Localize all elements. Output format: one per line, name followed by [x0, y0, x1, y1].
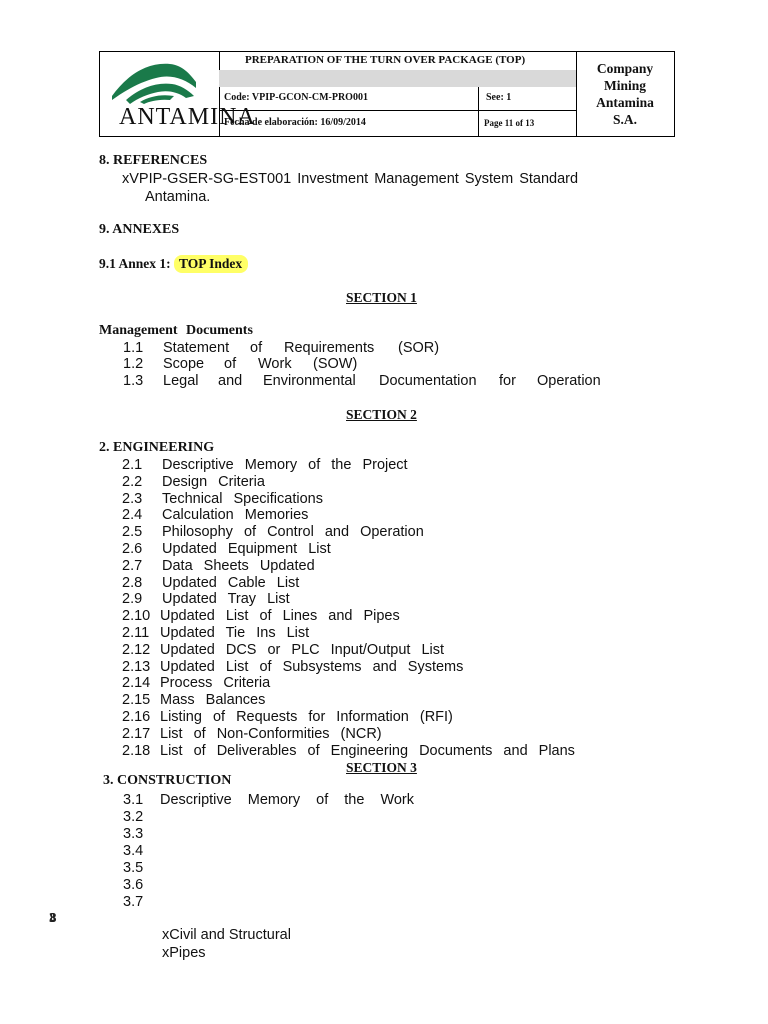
item-word: Documentation — [379, 373, 477, 389]
header-title-band — [219, 70, 576, 87]
item-word: Environmental — [263, 373, 356, 389]
item-text: Calculation Memories — [162, 507, 309, 524]
item-word: of — [250, 340, 263, 356]
item-text: Process Criteria — [160, 675, 271, 692]
item-word: Work — [258, 356, 292, 372]
item-text: Updated DCS or PLC Input/Output List — [160, 641, 445, 658]
annex-highlight: TOP Index — [174, 255, 248, 273]
item-number: 2.6 — [122, 541, 143, 557]
item-number: 1.3 — [123, 373, 144, 389]
item-word: Operation — [537, 373, 601, 389]
item-word: (SOW) — [313, 356, 358, 372]
item-text: Updated Cable List — [162, 574, 300, 591]
item-text: List of Non-Conformities (NCR) — [160, 725, 382, 742]
item-number: 2.17 — [122, 725, 151, 742]
reference-item-continuation: Antamina. — [145, 189, 211, 205]
document-title: PREPARATION OF THE TURN OVER PACKAGE (TOP) — [245, 54, 526, 66]
item-word: Legal — [163, 373, 199, 389]
item-text: List of Deliverables of Engineering Documents and Plans — [160, 742, 575, 759]
document-code: Code: VPIP-GCON-CM-PRO001 — [224, 92, 368, 103]
item-text: Descriptive Memory of the Work — [160, 792, 415, 808]
item-text: Data Sheets Updated — [162, 557, 315, 574]
item-number: 1.2 — [123, 356, 144, 372]
item-text: Mass Balances — [160, 692, 266, 709]
item-number: 3.6 — [123, 877, 144, 893]
item-word: and — [218, 373, 243, 389]
list-item — [0, 373, 768, 391]
annex-label: 9.1 Annex 1: — [99, 256, 171, 271]
item-number: 2.8 — [122, 574, 143, 591]
item-number: 2.2 — [122, 473, 143, 490]
header-divider — [219, 110, 576, 111]
item-word: Statement — [163, 340, 230, 356]
item-number: 3.5 — [123, 860, 144, 876]
item-text: Updated Equipment List — [162, 541, 331, 557]
item-number: 3.7 — [123, 894, 144, 910]
company-line: Company — [596, 61, 654, 76]
item-text: Updated List of Subsystems and Systems — [160, 658, 464, 675]
item-number: 2.7 — [122, 557, 143, 574]
company-name — [576, 60, 674, 128]
annex-line — [99, 256, 248, 272]
item-text: Listing of Requests for Information (RFI) — [160, 709, 453, 725]
logo-text: ANTAMINA — [119, 104, 256, 130]
references-heading: 8. REFERENCES — [99, 153, 208, 168]
item-number: 3.4 — [123, 843, 144, 859]
company-line: S.A. — [612, 112, 637, 127]
management-documents-heading: Management Documents — [99, 323, 253, 338]
overlapping-glyphs: 3.8 — [49, 911, 52, 926]
item-number: 2.14 — [122, 675, 151, 692]
item-number: 2.9 — [122, 591, 143, 608]
construction-heading: 3. CONSTRUCTION — [103, 773, 232, 788]
list-item — [0, 356, 768, 374]
company-line: Antamina — [596, 95, 654, 110]
item-number: 2.16 — [122, 709, 151, 725]
header-divider — [478, 86, 479, 136]
item-number: 3.2 — [123, 809, 144, 825]
item-number: 2.4 — [122, 507, 143, 524]
engineering-heading: 2. ENGINEERING — [99, 440, 215, 455]
item-number: 2.13 — [122, 658, 151, 675]
item-number: 2.15 — [122, 692, 151, 709]
item-text: Descriptive Memory of the Project — [162, 457, 408, 473]
document-see: See: 1 — [486, 92, 512, 103]
annexes-heading: 9. ANNEXES — [99, 222, 180, 237]
item-text: Updated Tray List — [162, 591, 290, 608]
item-text: Philosophy of Control and Operation — [162, 524, 424, 541]
section-2-title: SECTION 2 — [346, 407, 417, 422]
item-number: 2.1 — [122, 457, 143, 473]
item-word: of — [224, 356, 237, 372]
section-3-title: SECTION 3 — [346, 760, 417, 775]
item-number: 2.18 — [122, 742, 151, 759]
item-word: (SOR) — [398, 340, 440, 356]
item-number: 1.1 — [123, 340, 144, 356]
item-number: 2.3 — [122, 490, 143, 507]
item-text: Updated Tie Ins List — [160, 625, 310, 641]
page-number: Page 11 of 13 — [484, 118, 535, 128]
item-number: 2.12 — [122, 641, 151, 658]
reference-item: xVPIP-GSER-SG-EST001 Investment Management System Standard — [122, 171, 579, 187]
sub-item: xCivil and Structural — [162, 927, 291, 943]
item-number: 2.10 — [122, 608, 151, 625]
item-number: 3.3 — [123, 826, 144, 842]
item-word: Scope — [163, 356, 205, 372]
item-word: Requirements — [284, 340, 375, 356]
item-word: for — [499, 373, 516, 389]
item-text: Updated List of Lines and Pipes — [160, 608, 400, 625]
item-number: 3.1 — [123, 792, 144, 808]
section-1-title: SECTION 1 — [346, 290, 417, 305]
item-number: 2.11 — [122, 625, 150, 641]
item-number: 2.5 — [122, 524, 143, 541]
company-logo — [100, 52, 256, 136]
item-text: Design Criteria — [162, 473, 265, 490]
document-date: Fecha de elaboración: 16/09/2014 — [224, 117, 366, 128]
company-line: Mining — [603, 78, 646, 93]
sub-item: xPipes — [162, 945, 206, 961]
item-text: Technical Specifications — [162, 490, 323, 507]
